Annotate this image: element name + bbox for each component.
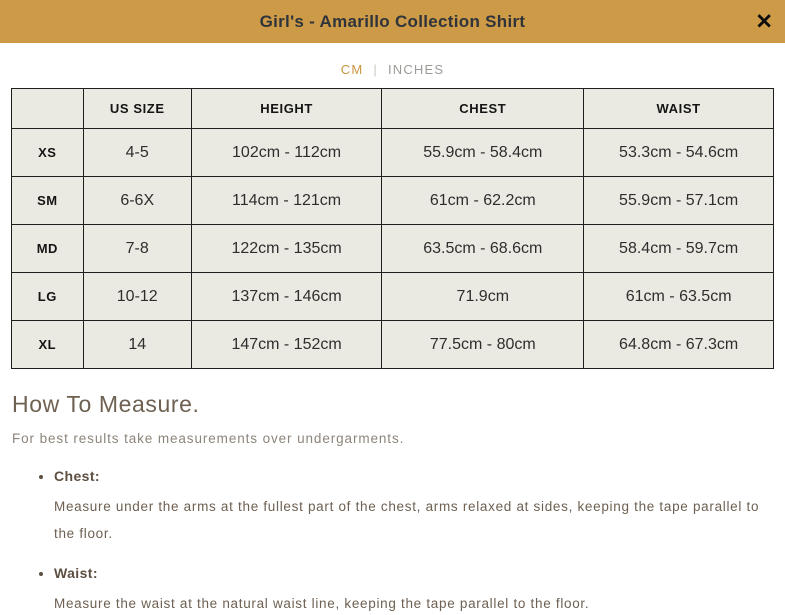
size-cell: XS xyxy=(12,129,84,177)
height-cell: 114cm - 121cm xyxy=(191,177,382,225)
how-to-measure-intro: For best results take measurements over undergarments. xyxy=(12,431,405,446)
unit-option-cm[interactable]: CM xyxy=(340,62,364,77)
us-size-cell: 14 xyxy=(83,321,191,369)
size-cell: MD xyxy=(12,225,84,273)
chest-cell: 61cm - 62.2cm xyxy=(382,177,584,225)
us-size-cell: 10-12 xyxy=(83,273,191,321)
height-cell: 147cm - 152cm xyxy=(191,321,382,369)
us-size-cell: 7-8 xyxy=(83,225,191,273)
us-size-cell: 6-6X xyxy=(83,177,191,225)
how-to-measure-heading: How To Measure. xyxy=(12,391,200,417)
list-item xyxy=(54,468,771,547)
col-header-us-size: US SIZE xyxy=(83,89,191,129)
modal-title: Girl's - Amarillo Collection Shirt xyxy=(259,11,526,31)
chest-cell: 71.9cm xyxy=(382,273,584,321)
unit-toggle xyxy=(0,62,785,77)
us-size-cell: 4-5 xyxy=(83,129,191,177)
table-header-row xyxy=(12,89,774,129)
waist-cell: 55.9cm - 57.1cm xyxy=(584,177,774,225)
measure-item-label: Waist: xyxy=(54,565,98,581)
how-to-measure-section xyxy=(0,369,785,615)
measure-item-label: Chest: xyxy=(54,468,100,484)
size-chart-table xyxy=(11,88,774,369)
col-header-height: HEIGHT xyxy=(191,89,382,129)
waist-cell: 53.3cm - 54.6cm xyxy=(584,129,774,177)
chest-cell: 63.5cm - 68.6cm xyxy=(382,225,584,273)
table-row xyxy=(12,225,774,273)
waist-cell: 58.4cm - 59.7cm xyxy=(584,225,774,273)
size-cell: XL xyxy=(12,321,84,369)
list-item xyxy=(54,565,771,615)
table-row xyxy=(12,273,774,321)
chest-cell: 77.5cm - 80cm xyxy=(382,321,584,369)
measure-item-text: Measure the waist at the natural waist line, keeping the tape parallel to the floor. xyxy=(54,596,590,611)
col-header-chest: CHEST xyxy=(382,89,584,129)
table-row xyxy=(12,129,774,177)
col-header-blank xyxy=(12,89,84,129)
height-cell: 137cm - 146cm xyxy=(191,273,382,321)
table-row xyxy=(12,177,774,225)
size-cell: LG xyxy=(12,273,84,321)
measure-list xyxy=(12,468,771,615)
table-row xyxy=(12,321,774,369)
waist-cell: 64.8cm - 67.3cm xyxy=(584,321,774,369)
height-cell: 102cm - 112cm xyxy=(191,129,382,177)
measure-item-text: Measure under the arms at the fullest part of the chest, arms relaxed at sides, keeping the tape parallel to the floor. xyxy=(54,499,760,541)
size-cell: SM xyxy=(12,177,84,225)
modal-header xyxy=(0,0,785,43)
waist-cell: 61cm - 63.5cm xyxy=(584,273,774,321)
unit-separator: | xyxy=(373,62,378,77)
unit-option-inches[interactable]: INCHES xyxy=(387,62,445,77)
chest-cell: 55.9cm - 58.4cm xyxy=(382,129,584,177)
height-cell: 122cm - 135cm xyxy=(191,225,382,273)
close-button[interactable]: ✕ xyxy=(755,10,773,33)
col-header-waist: WAIST xyxy=(584,89,774,129)
